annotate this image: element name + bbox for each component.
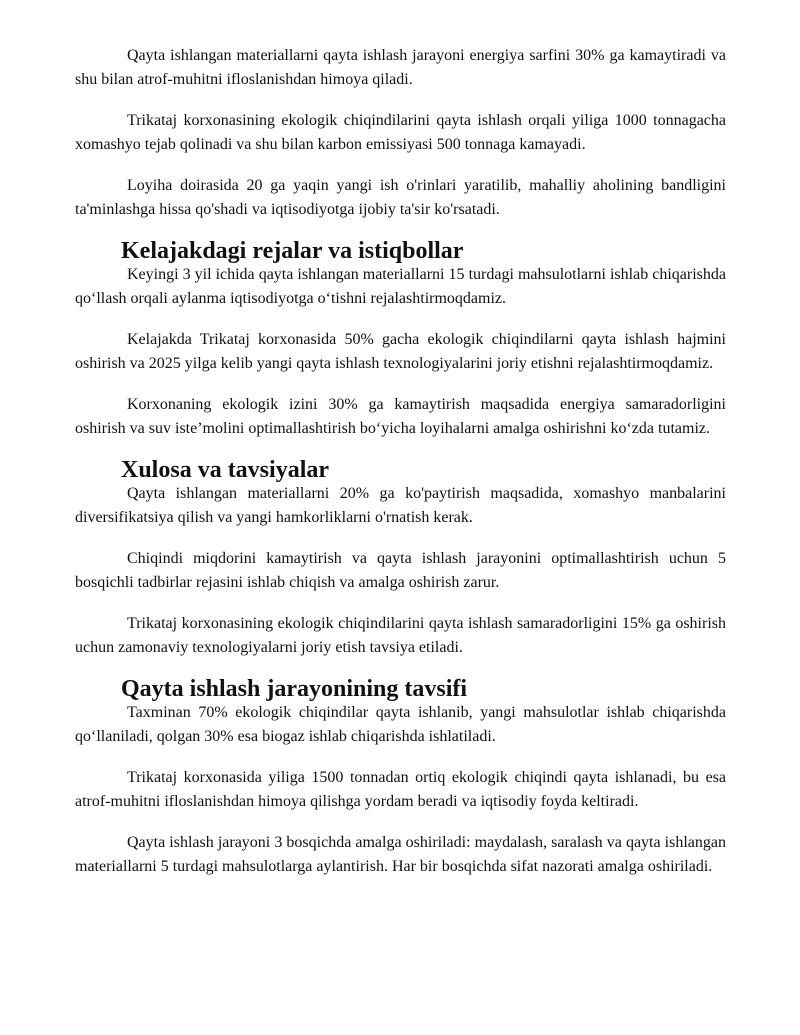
document-page [75, 44, 726, 896]
paragraph: Korxonaning ekologik izini 30% ga kamaytirish maqsadida energiya samaradorligini oshirish va suv iste’molini optimallashtirish bo‘yicha loyihalarni amalga oshirishni ko‘zda tutamiz. [75, 396, 726, 437]
paragraph: Keyingi 3 yil ichida qayta ishlangan materiallarni 15 turdagi mahsulotlarni ishlab chiqarishda qo‘llash orqali aylanma iqtisodiyotga o‘tishni rejalashtirmoqdamiz. [75, 266, 726, 307]
section-heading: Kelajakdagi rejalar va istiqbollar [121, 238, 464, 264]
section-process-description [75, 677, 726, 879]
paragraph: Qayta ishlangan materiallarni qayta ishlash jarayoni energiya sarfini 30% ga kamaytiradi va shu bilan atrof-muhitni ifloslanishdan himoya qiladi. [75, 47, 726, 88]
section-conclusions [75, 458, 726, 660]
paragraph: Loyiha doirasida 20 ga yaqin yangi ish o'rinlari yaratilib, mahalliy aholining bandligini ta'minlashga hissa qo'shadi va iqtisodiyotga ijobiy ta'sir ko'rsatadi. [75, 177, 726, 218]
paragraph: Taxminan 70% ekologik chiqindilar qayta ishlanib, yangi mahsulotlar ishlab chiqarishda qo‘llaniladi, qolgan 30% esa biogaz ishlab chiqarishda ishlatiladi. [75, 704, 726, 745]
paragraph: Trikataj korxonasining ekologik chiqindilarini qayta ishlash samaradorligini 15% ga oshirish uchun zamonaviy texnologiyalarni joriy etish tavsiya etiladi. [75, 615, 726, 656]
paragraph: Kelajakda Trikataj korxonasida 50% gacha ekologik chiqindilarni qayta ishlash hajmini oshirish va 2025 yilga kelib yangi qayta ishlash texnologiyalarini joriy etishni rejalashtirmoqdamiz. [75, 331, 726, 372]
section-future-plans [75, 239, 726, 441]
section-heading: Xulosa va tavsiyalar [121, 457, 330, 483]
paragraph: Qayta ishlash jarayoni 3 bosqichda amalga oshiriladi: maydalash, saralash va qayta ishlangan materiallarni 5 turdagi mahsulotlarga aylantirish. Har bir bosqichda sifat nazorati amalga oshiriladi. [75, 834, 726, 875]
paragraph: Trikataj korxonasining ekologik chiqindilarini qayta ishlash orqali yiliga 1000 tonnagacha xomashyo tejab qolinadi va shu bilan karbon emissiyasi 500 tonnaga kamayadi. [75, 112, 726, 153]
paragraph: Qayta ishlangan materiallarni 20% ga ko'paytirish maqsadida, xomashyo manbalarini diversifikatsiya qilish va yangi hamkorliklarni o'rnatish kerak. [75, 485, 726, 526]
section-heading: Qayta ishlash jarayonining tavsifi [121, 676, 468, 702]
paragraph: Trikataj korxonasida yiliga 1500 tonnadan ortiq ekologik chiqindi qayta ishlanadi, bu esa atrof-muhitni ifloslanishdan himoya qilishga yordam beradi va iqtisodiy foyda keltiradi. [75, 769, 726, 810]
paragraph: Chiqindi miqdorini kamaytirish va qayta ishlash jarayonini optimallashtirish uchun 5 bosqichli tadbirlar rejasini ishlab chiqish va amalga oshirish zarur. [75, 550, 726, 591]
